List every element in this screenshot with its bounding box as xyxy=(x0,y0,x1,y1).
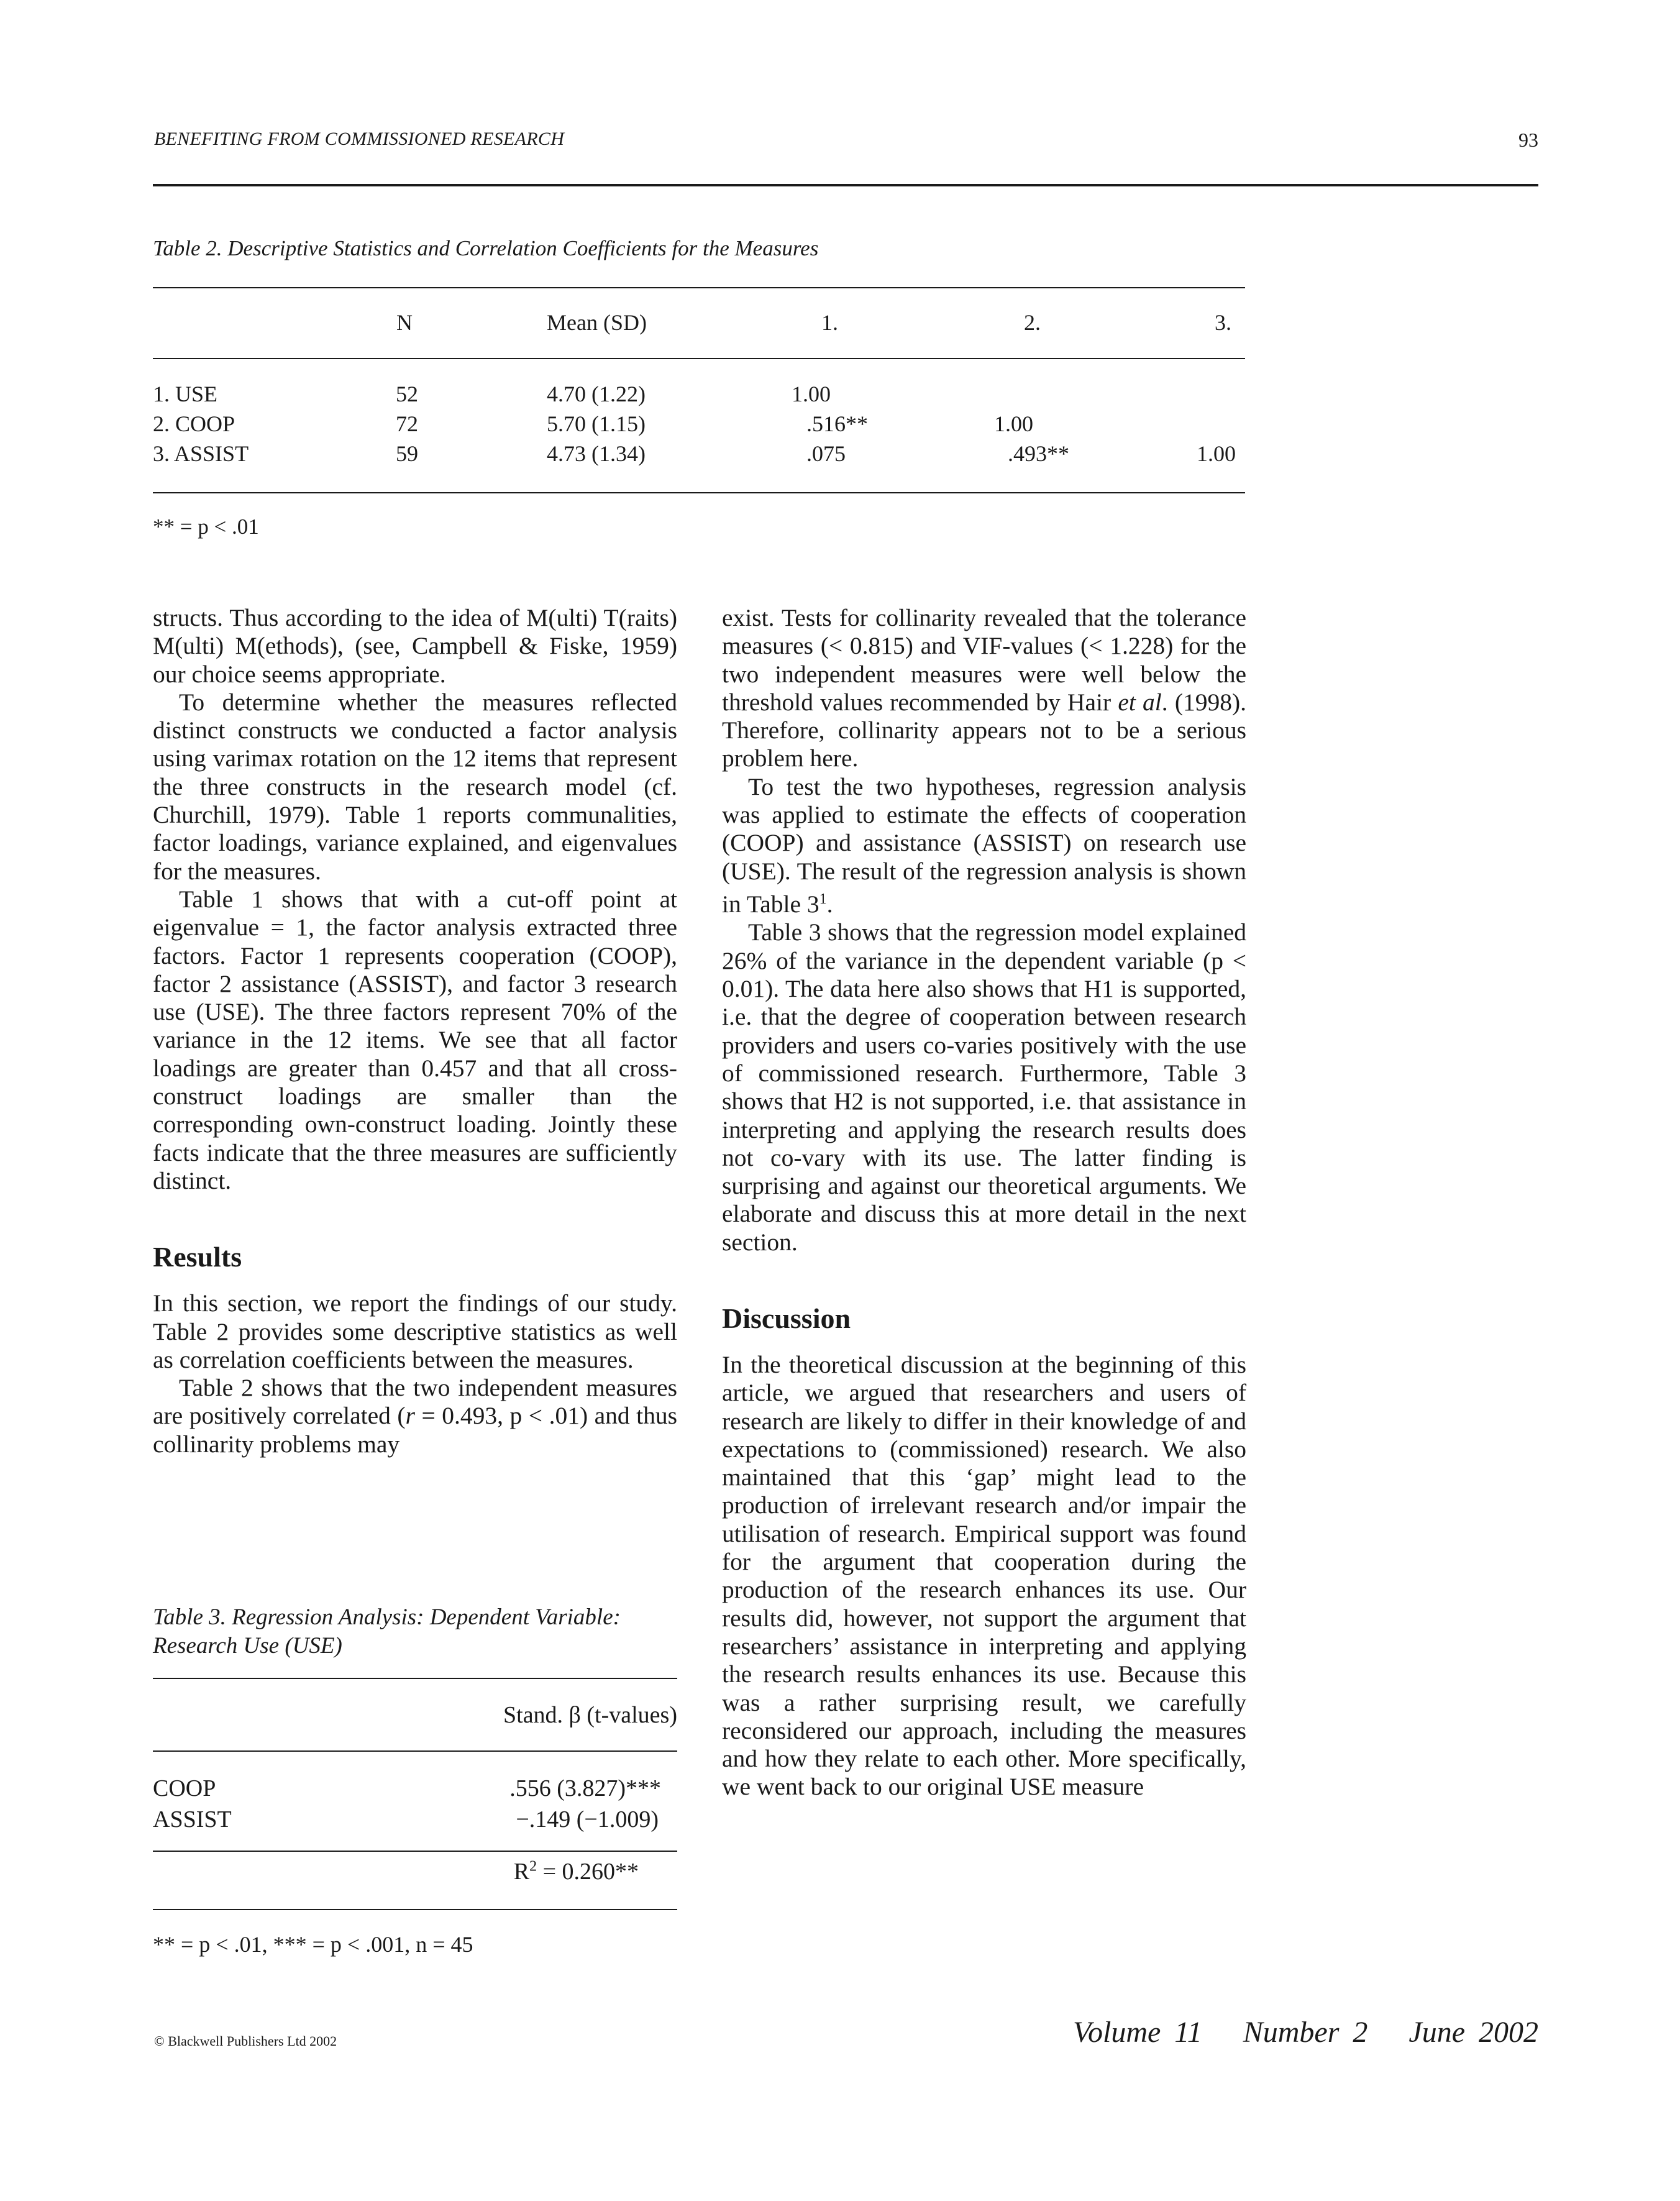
table2-header-rule xyxy=(153,358,1245,359)
results-heading: Results xyxy=(153,1241,242,1273)
header-rule xyxy=(153,184,1538,186)
table2-cell-c2: .493** xyxy=(1008,441,1069,466)
table3-row-label: ASSIST xyxy=(153,1806,232,1833)
table2-cell-n: 72 xyxy=(396,411,418,436)
table2-top-rule xyxy=(153,287,1245,288)
table2-cell-mean: 4.70 (1.22) xyxy=(547,382,646,406)
table2-cell-n: 52 xyxy=(396,382,418,406)
table2-header-n: N xyxy=(396,310,413,335)
table3-row-value: .556 (3.827)*** xyxy=(509,1775,661,1801)
table3-header: Stand. β (t-values) xyxy=(503,1702,677,1728)
table2-cell-mean: 4.73 (1.34) xyxy=(547,441,646,466)
table2-cell-c1: 1.00 xyxy=(792,382,831,406)
table2-cell-mean: 5.70 (1.15) xyxy=(547,411,646,436)
right-column xyxy=(722,604,1246,1801)
page-number: 93 xyxy=(1518,129,1538,151)
table2-cell-c2: 1.00 xyxy=(994,411,1033,436)
table2-row-label: 1. USE xyxy=(153,382,218,406)
table3-bottom-rule xyxy=(153,1909,677,1910)
table2-row-label: 2. COOP xyxy=(153,411,235,436)
table3-note: ** = p < .01, *** = p < .001, n = 45 xyxy=(153,1932,473,1957)
left-paragraph-2: To determine whether the measures reflected distinct constructs we conducted a factor analysis using varimax rotation on the 12 items that represent the three constructs in the research model (cf. Churchill, 1979). Table 1 reports communalities, factor loadings, variance explained, and eigenvalues for the measures. xyxy=(153,688,677,885)
table2-bottom-rule xyxy=(153,492,1245,493)
left-paragraph-3: Table 1 shows that with a cut-off point at eigenvalue = 1, the factor analysis extracted three factors. Factor 1 represents cooperation (COOP), factor 2 assistance (ASSIST), and factor 3 research use (USE). The three factors represent 70% of the variance in the 12 items. We see that all factor loadings are greater than 0.457 and that all cross-construct loadings are smaller than the corresponding own-construct loading. Jointly these facts indicate that the three measures are sufficiently distinct. xyxy=(153,885,677,1194)
left-paragraph-1: structs. Thus according to the idea of M(ulti) T(raits) M(ulti) M(ethods), (see, Campbell & Fiske, 1959) our choice seems appropriate. xyxy=(153,604,677,688)
table3-top-rule xyxy=(153,1678,677,1679)
table2-header-3: 3. xyxy=(1215,310,1231,335)
left-column xyxy=(153,604,677,1458)
table2-header-mean: Mean (SD) xyxy=(547,310,647,335)
copyright: © Blackwell Publishers Ltd 2002 xyxy=(154,2033,337,2049)
right-paragraph-1: exist. Tests for collinarity revealed that the tolerance measures (< 0.815) and VIF-values (< 1.228) for the two independent measures were well below the threshold values recommended by Hair et al. (1998). Therefore, collinarity appears not to be a serious problem here. xyxy=(722,604,1247,772)
table2-header-1: 1. xyxy=(821,310,838,335)
table3-header-rule xyxy=(153,1750,677,1752)
right-paragraph-2: To test the two hypotheses, regression analysis was applied to estimate the effects of cooperation (COOP) and assistance (ASSIST) on research use (USE). The result of the regression analysis is shown in Table $3^1$. xyxy=(722,772,1246,918)
table2-row-label: 3. ASSIST xyxy=(153,441,249,466)
table3-mid-rule xyxy=(153,1851,677,1852)
left-paragraph-4: In this section, we report the findings of our study. Table 2 provides some descriptive statistics as well as correlation coefficients between the measures. xyxy=(153,1289,677,1373)
left-paragraph-5: Table 2 shows that the two independent measures are positively correlated (r = 0.493, p < .01) and thus collinarity problems may xyxy=(153,1374,677,1458)
right-paragraph-4: In the theoretical discussion at the beginning of this article, we argued that researchers and users of research are likely to differ in their knowledge of and expectations to (commissioned) research. We also maintained that this ‘gap’ might lead to the production of irrelevant research and/or impair the utilisation of research. Empirical support was found for the argument that cooperation during the production of the research enhances its use. Our results did, however, not support the argument that researchers’ assistance in interpreting and applying the research results enhances its use. Because this was a rather surprising result, we carefully reconsidered our approach, including the measures and how they relate to each other. More specifically, we went back to our original USE measure xyxy=(722,1350,1246,1801)
discussion-heading: Discussion xyxy=(722,1302,851,1334)
table2-cell-n: 59 xyxy=(396,441,418,466)
table2-cell-c1: .075 xyxy=(806,441,846,466)
issue-info: Volume 11 Number 2 June 2002 xyxy=(1072,2016,1538,2049)
running-head: BENEFITING FROM COMMISSIONED RESEARCH xyxy=(154,129,565,149)
table2-cell-c1: .516** xyxy=(806,411,868,436)
table3-row-label: COOP xyxy=(153,1775,216,1801)
table3-caption: Table 3. Regression Analysis: Dependent Variable: Research Use (USE) xyxy=(153,1604,621,1659)
table2-note: ** = p < .01 xyxy=(153,515,259,539)
right-paragraph-3: Table 3 shows that the regression model explained 26% of the variance in the dependent variable (p < 0.01). The data here also shows that H1 is supported, i.e. that the degree of cooperation between research providers and users co-varies positively with the use of commissioned research. Furthermore, Table 3 shows that H2 is not supported, i.e. that assistance in interpreting and applying the research results does not co-vary with its use. The latter finding is surprising and against our theoretical arguments. We elaborate and discuss this at more detail in the next section. xyxy=(722,918,1246,1256)
table3-row-value: −.149 (−1.009) xyxy=(516,1806,659,1833)
table2-caption: Table 2. Descriptive Statistics and Correlation Coefficients for the Measures xyxy=(153,236,819,260)
table3-r-squared: $R^2 = 0.260**$ xyxy=(513,1858,639,1885)
table2-cell-c3: 1.00 xyxy=(1197,441,1236,466)
table2-header-2: 2. xyxy=(1024,310,1041,335)
